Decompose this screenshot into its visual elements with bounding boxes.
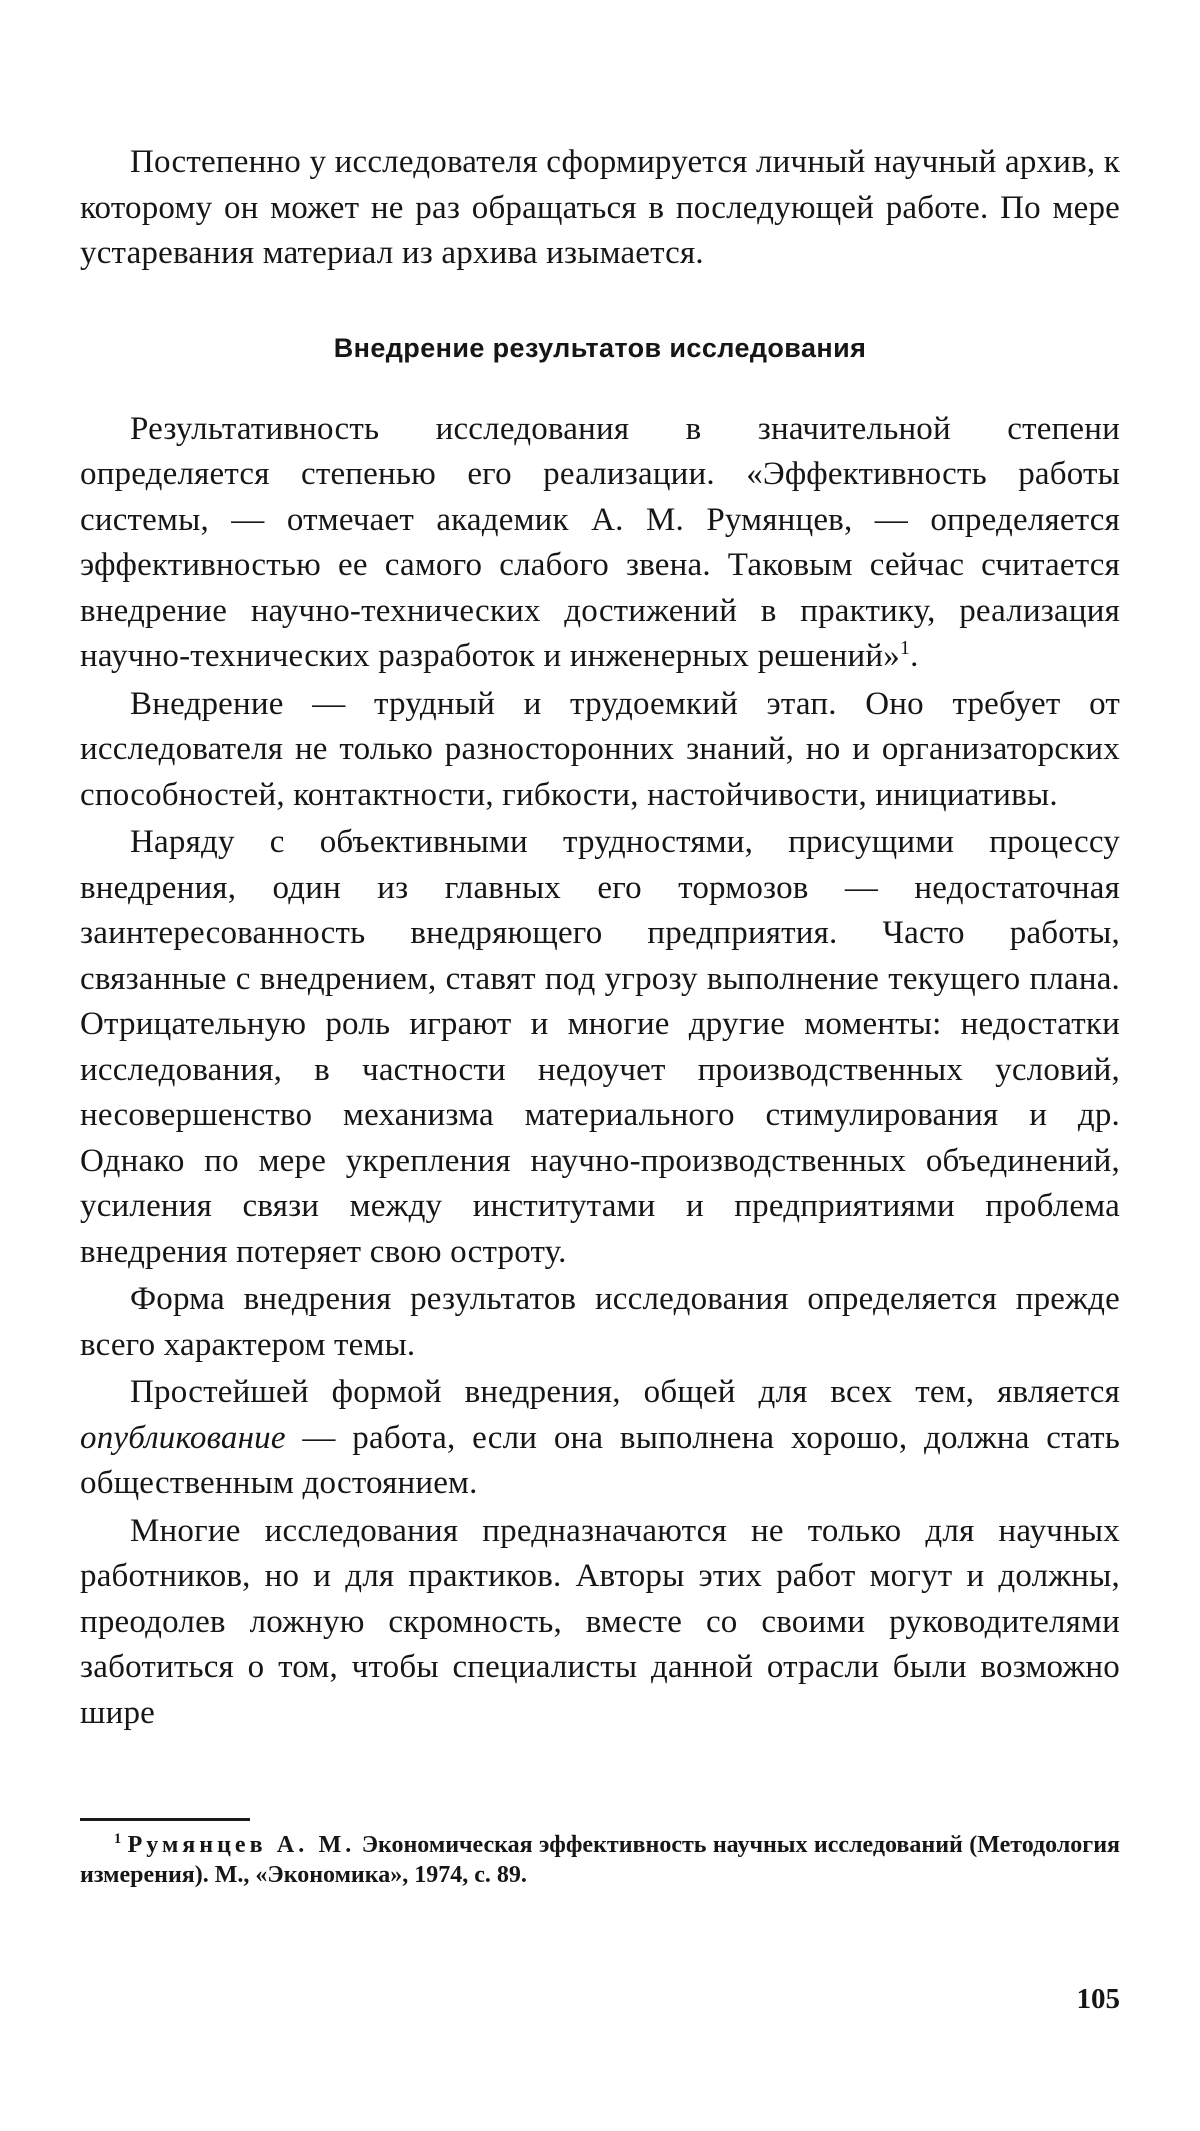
paragraph-5-before: Простейшей формой внедрения, общей для всех тем, является — [130, 1374, 1120, 1410]
paragraph-4: Форма внедрения результатов исследования определяется прежде всего характером темы. — [80, 1281, 1120, 1363]
paragraph-5 — [80, 1370, 1120, 1507]
intro-paragraph: Постепенно у исследователя сформируется личный научный архив, к которому он может не раз обращаться в последующей работе. По мере устаревания материал из архива изымается. — [80, 144, 1120, 271]
footnote-reference[interactable]: 1 — [899, 637, 911, 659]
paragraph-3: Наряду с объективными трудностями, присущими процессу внедрения, один из главных его тормозов — недостаточная заинтересованность внедряющего предприятия. Часто работы, связанные с внедрением, ставят под угрозу выполнение текущего плана. Отрицательную роль играют и многие другие моменты: недостатки исследования, в частности недоучет производственных условий, несовершенство механизма материального стимулирования и др. Однако по мере укрепления научно-производственных объединений, усиления связи между институтами и предприятиями проблема внедрения потеряет свою остроту. — [80, 824, 1120, 1270]
footnote-text: Экономическая эффективность научных исследований (Методология измерения). М., «Экономика», 1974, с. 89. — [80, 1832, 1120, 1888]
section-heading: Внедрение результатов исследования — [333, 332, 867, 363]
page-number: 105 — [1076, 1983, 1120, 2015]
paragraph-2: Внедрение — трудный и трудоемкий этап. Оно требует от исследователя не только разносторонних знаний, но и организаторских способностей, контактности, гибкости, настойчивости, инициативы. — [80, 685, 1120, 813]
paragraph-5-after: — работа, если она выполнена хорошо, должна стать общественным достоянием. — [80, 1419, 1120, 1501]
paragraph-6: Многие исследования предназначаются не только для научных работников, но и для практиков. Авторы этих работ могут и должны, преодолев ложную скромность, вместе со своими руководителями заботиться о том, чтобы специалисты данной отрасли были возможно шире — [80, 1512, 1120, 1731]
footnote-marker: 1 — [114, 1831, 122, 1847]
page-body — [80, 140, 1120, 1736]
footnote — [80, 1830, 1120, 1890]
footnote-divider — [80, 1818, 250, 1821]
paragraph-1-tail: . — [910, 638, 919, 674]
paragraph-1-text: Результативность исследования в значительной степени определяется степенью его реализации. «Эффективность работы системы, — отмечает академик А. М. Румянцев, — определяется эффективностью ее самого слабого звена. Таковым сейчас считается внедрение научно-технических достижений в практику, реализация научно-технических разработок и инженерных решений» — [80, 410, 1120, 674]
paragraph-1 — [80, 407, 1120, 680]
paragraph-5-emphasis: опубликование — [80, 1419, 286, 1456]
footnote-author: Румянцев А. М. — [127, 1832, 356, 1858]
